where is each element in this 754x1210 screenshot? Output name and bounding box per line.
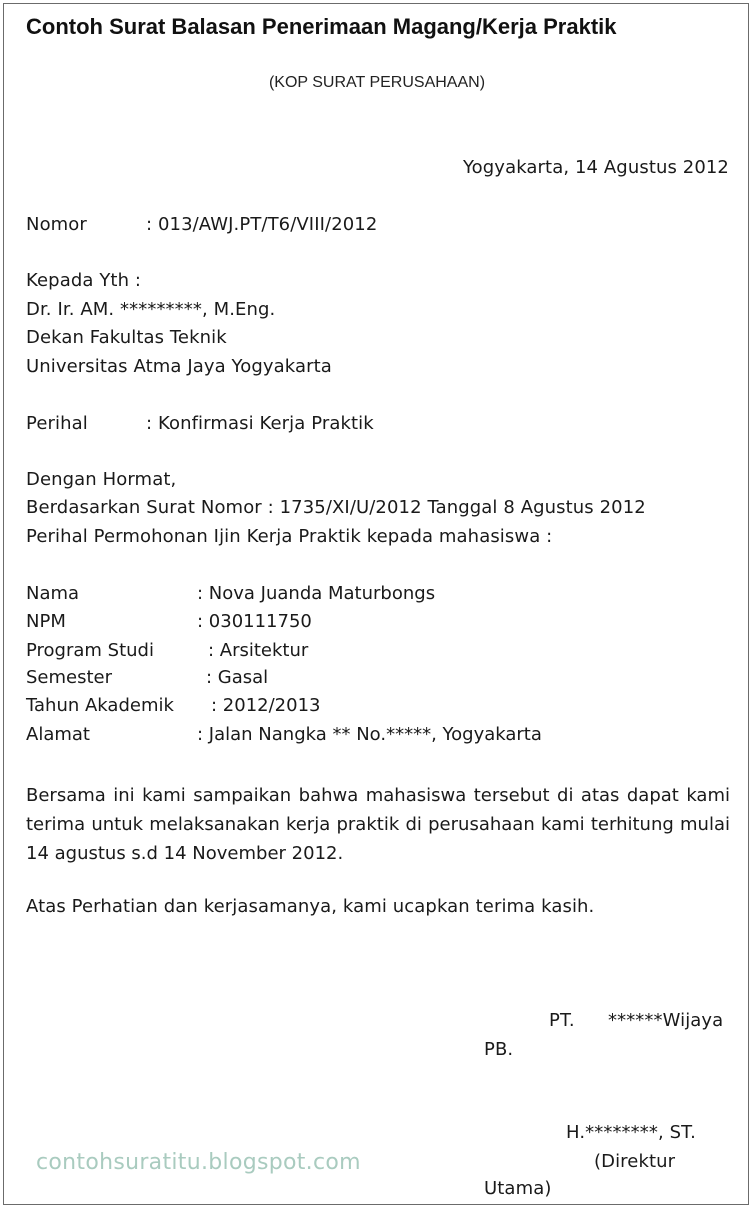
document-title: Contoh Surat Balasan Penerimaan Magang/Kerja Praktik [26, 14, 617, 39]
nomor-value: : 013/AWJ.PT/T6/VIII/2012 [146, 214, 378, 235]
student-label-nama: Nama [26, 583, 80, 604]
signature-pt: PT. [549, 1010, 575, 1031]
student-label-tahun: Tahun Akademik [26, 695, 174, 716]
request-line: Perihal Permohonan Ijin Kerja Praktik kepada mahasiswa : [26, 526, 553, 547]
signature-pb: PB. [484, 1039, 514, 1060]
student-value-alamat: : Jalan Nangka ** No.*****, Yogyakarta [197, 724, 542, 745]
recipient-heading: Kepada Yth : [26, 270, 142, 291]
closing-line: Atas Perhatian dan kerjasamanya, kami ucapkan terima kasih. [26, 896, 595, 917]
signature-company-name: ******Wijaya [608, 1010, 724, 1031]
student-value-nama: : Nova Juanda Maturbongs [197, 583, 436, 604]
student-label-npm: NPM [26, 611, 66, 632]
salutation: Dengan Hormat, [26, 469, 177, 490]
recipient-name: Dr. Ir. AM. *********, M.Eng. [26, 299, 276, 320]
perihal-value: : Konfirmasi Kerja Praktik [146, 413, 374, 434]
perihal-label: Perihal [26, 413, 88, 434]
student-value-npm: : 030111750 [197, 611, 312, 632]
student-value-tahun: : 2012/2013 [211, 695, 321, 716]
signer-name: H.********, ST. [566, 1122, 696, 1143]
student-label-program: Program Studi [26, 640, 154, 661]
recipient-position: Dekan Fakultas Teknik [26, 327, 227, 348]
student-label-semester: Semester [26, 667, 113, 688]
signer-position-line2: Utama) [484, 1178, 552, 1199]
body-paragraph: Bersama ini kami sampaikan bahwa mahasiswa tersebut di atas dapat kami terima untuk melaksanakan kerja praktik di perusahaan kami terhitung mulai 14 agustus s.d 14 November 2012. [26, 785, 730, 864]
student-value-program: : Arsitektur [208, 640, 309, 661]
student-value-semester: : Gasal [206, 667, 269, 688]
reference-line: Berdasarkan Surat Nomor : 1735/XI/U/2012 Tanggal 8 Agustus 2012 [26, 497, 646, 518]
letterhead-placeholder: (KOP SURAT PERUSAHAAN) [268, 74, 486, 91]
place-date: Yogyakarta, 14 Agustus 2012 [462, 157, 729, 178]
blog-watermark: contohsuratitu.blogspot.com [36, 1150, 361, 1175]
signer-position-line1: (Direktur [594, 1151, 676, 1172]
recipient-institution: Universitas Atma Jaya Yogyakarta [26, 356, 332, 377]
student-label-alamat: Alamat [26, 724, 90, 745]
nomor-label: Nomor [26, 214, 87, 235]
